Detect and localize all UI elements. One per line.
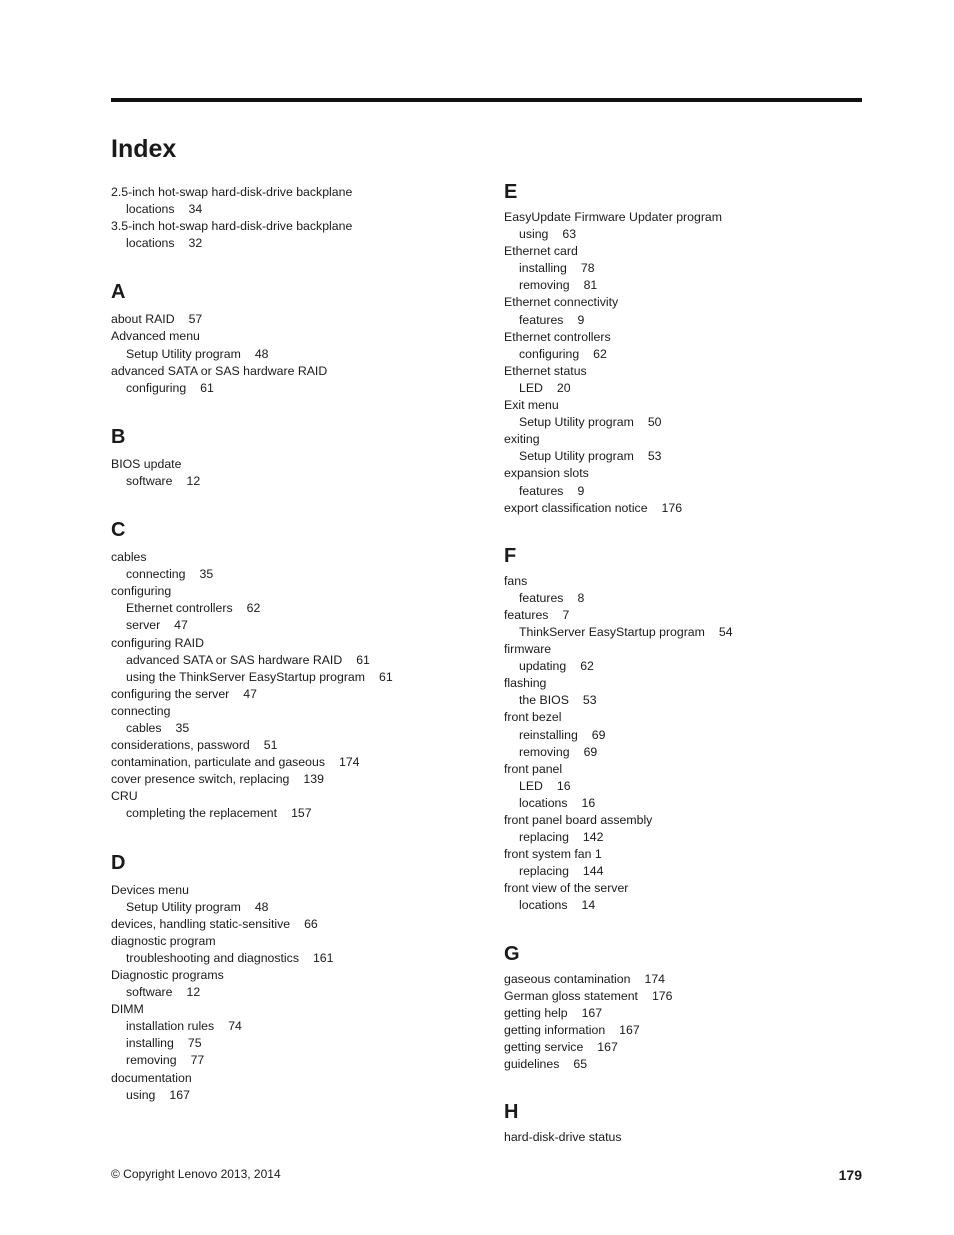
index-entry bbox=[504, 641, 864, 658]
index-entry bbox=[111, 703, 471, 720]
index-subentry bbox=[111, 899, 471, 916]
entry-page-link[interactable]: 66 bbox=[304, 916, 318, 931]
index-entry bbox=[111, 737, 471, 754]
header-rule bbox=[111, 98, 862, 102]
entry-page-link[interactable]: 8 bbox=[577, 590, 585, 605]
entry-term: exiting bbox=[504, 432, 540, 447]
entry-term: server bbox=[126, 618, 161, 633]
entry-page-link[interactable]: 32 bbox=[188, 236, 203, 251]
entry-page-link[interactable]: 16 bbox=[556, 778, 571, 793]
entry-term: removing bbox=[126, 1053, 177, 1068]
entry-term: getting help bbox=[504, 1005, 568, 1020]
entry-term: cables bbox=[111, 550, 147, 565]
entry-term: Ethernet controllers bbox=[504, 329, 611, 344]
entry-term: Ethernet controllers bbox=[126, 601, 233, 616]
index-entry bbox=[111, 771, 471, 788]
entry-page-link[interactable]: 61 bbox=[379, 669, 393, 684]
index-subentry bbox=[111, 235, 471, 252]
entry-page-link[interactable]: 77 bbox=[190, 1053, 205, 1068]
index-entry bbox=[504, 709, 864, 726]
index-subentry bbox=[504, 483, 864, 500]
entry-page-link[interactable]: 176 bbox=[661, 500, 683, 515]
index-subentry bbox=[111, 720, 471, 737]
entry-page-link[interactable]: 54 bbox=[718, 624, 733, 639]
index-entry bbox=[504, 812, 864, 829]
section-letter: E bbox=[504, 181, 518, 203]
index-entry bbox=[111, 933, 471, 950]
entry-term: hard-disk-drive status bbox=[504, 1130, 622, 1145]
entry-page-link[interactable]: 9 bbox=[577, 312, 585, 327]
index-entry bbox=[111, 184, 471, 201]
entry-page-link[interactable]: 16 bbox=[581, 795, 596, 810]
page-title: Index bbox=[111, 135, 177, 163]
entry-term: gaseous contamination bbox=[504, 971, 631, 986]
entry-term: using the ThinkServer EasyStartup program bbox=[126, 669, 365, 684]
entry-page-link[interactable]: 14 bbox=[581, 898, 596, 913]
entry-term: export classification notice bbox=[504, 500, 648, 515]
index-entry bbox=[504, 431, 864, 448]
index-entry bbox=[504, 607, 864, 624]
entry-page-link[interactable]: 174 bbox=[644, 971, 666, 986]
index-subentry bbox=[111, 1087, 471, 1104]
section-letter: H bbox=[504, 1101, 519, 1124]
entry-term: Devices menu bbox=[111, 882, 189, 897]
index-entry bbox=[111, 583, 471, 600]
index-entry bbox=[504, 1005, 864, 1022]
entry-term: installing bbox=[126, 1036, 174, 1051]
entry-page-link[interactable]: 34 bbox=[188, 202, 203, 217]
copyright-notice: © Copyright Lenovo 2013, 2014 bbox=[111, 1167, 281, 1181]
entry-term: connecting bbox=[111, 703, 171, 718]
index-entry bbox=[504, 880, 864, 897]
page-number: 179 bbox=[838, 1167, 862, 1183]
index-subentry bbox=[504, 658, 864, 675]
index-entry bbox=[504, 1056, 864, 1073]
index-subentry bbox=[111, 652, 471, 669]
entry-term: BIOS update bbox=[111, 456, 182, 471]
index-entry bbox=[504, 363, 864, 380]
index-entry bbox=[111, 967, 471, 984]
index-entry bbox=[111, 328, 471, 345]
index-section bbox=[111, 184, 471, 252]
entry-term: Ethernet connectivity bbox=[504, 295, 619, 310]
entry-term: cover presence switch, replacing bbox=[111, 772, 290, 787]
entry-term: features bbox=[519, 312, 564, 327]
entry-page-link[interactable]: 157 bbox=[291, 806, 312, 821]
entry-term: getting information bbox=[504, 1022, 606, 1037]
index-subentry bbox=[504, 778, 864, 795]
entry-term: the BIOS bbox=[519, 693, 569, 708]
index-entry bbox=[504, 243, 864, 260]
entry-term: configuring RAID bbox=[111, 635, 204, 650]
index-entry bbox=[504, 573, 864, 590]
entry-term: fans bbox=[504, 573, 528, 588]
index-subentry bbox=[504, 829, 864, 846]
index-section bbox=[504, 942, 864, 1074]
entry-term: installing bbox=[519, 261, 567, 276]
entry-term: locations bbox=[126, 236, 175, 251]
entry-page-link[interactable]: 12 bbox=[186, 473, 201, 488]
entry-term: connecting bbox=[126, 567, 186, 582]
entry-term: getting service bbox=[504, 1039, 584, 1054]
index-subentry bbox=[111, 1035, 471, 1052]
index-entry bbox=[504, 209, 864, 226]
index-subentry bbox=[504, 692, 864, 709]
index-section bbox=[111, 851, 471, 1104]
index-entry bbox=[111, 686, 471, 703]
entry-page-link[interactable]: 9 bbox=[577, 483, 585, 498]
entry-term: contamination, particulate and gaseous bbox=[111, 755, 325, 770]
section-letter: A bbox=[111, 281, 126, 304]
index-subentry bbox=[504, 727, 864, 744]
entry-page-link[interactable]: 48 bbox=[254, 899, 269, 914]
index-entry bbox=[504, 397, 864, 414]
entry-term: reinstalling bbox=[519, 727, 578, 742]
index-subentry bbox=[111, 566, 471, 583]
index-subentry bbox=[111, 950, 471, 967]
index-section bbox=[111, 518, 471, 823]
entry-term: DIMM bbox=[111, 1002, 144, 1017]
entry-page-link[interactable]: 69 bbox=[583, 744, 598, 759]
entry-term: CRU bbox=[111, 789, 138, 804]
index-subentry bbox=[111, 617, 471, 634]
index-entry bbox=[111, 916, 471, 933]
entry-term: guidelines bbox=[504, 1057, 560, 1072]
index-entry bbox=[111, 1001, 471, 1018]
index-entry bbox=[504, 465, 864, 482]
entry-page-link[interactable]: 62 bbox=[593, 346, 607, 361]
entry-term: documentation bbox=[111, 1070, 192, 1085]
index-subentry bbox=[504, 863, 864, 880]
entry-page-link[interactable]: 75 bbox=[187, 1036, 202, 1051]
entry-page-link[interactable]: 12 bbox=[186, 985, 201, 1000]
entry-page-link[interactable]: 167 bbox=[597, 1039, 618, 1054]
entry-page-link[interactable]: 62 bbox=[580, 659, 594, 674]
entry-term: configuring bbox=[519, 346, 580, 361]
index-column-left bbox=[111, 184, 471, 1104]
entry-term: front panel board assembly bbox=[504, 813, 653, 827]
index-subentry bbox=[111, 201, 471, 218]
index-entry bbox=[504, 761, 864, 778]
entry-term: diagnostic program bbox=[111, 933, 216, 948]
index-entry bbox=[111, 788, 471, 805]
entry-page-link[interactable]: 35 bbox=[199, 567, 214, 582]
entry-term: features bbox=[519, 483, 564, 498]
entry-term: using bbox=[519, 227, 549, 242]
entry-term: 3.5-inch hot-swap hard-disk-drive backplane bbox=[111, 219, 353, 234]
entry-page-link[interactable]: 144 bbox=[582, 864, 604, 879]
entry-page-link[interactable]: 53 bbox=[582, 693, 597, 708]
section-letter: F bbox=[504, 544, 517, 567]
entry-term: devices, handling static-sensitive bbox=[111, 916, 291, 931]
index-subentry bbox=[504, 744, 864, 761]
index-section bbox=[111, 425, 471, 490]
index-subentry bbox=[111, 473, 471, 490]
entry-term: updating bbox=[519, 659, 567, 674]
entry-page-link[interactable]: 167 bbox=[169, 1087, 190, 1102]
entry-term: removing bbox=[519, 278, 570, 293]
entry-term: LED bbox=[519, 380, 543, 395]
entry-page-link[interactable]: 78 bbox=[580, 261, 595, 276]
index-section bbox=[504, 544, 864, 915]
index-entry bbox=[111, 363, 471, 380]
index-entry bbox=[504, 1022, 864, 1039]
entry-page-link[interactable]: 174 bbox=[338, 755, 360, 770]
entry-term: 2.5-inch hot-swap hard-disk-drive backplane bbox=[111, 185, 353, 199]
index-entry bbox=[111, 218, 471, 235]
entry-term: configuring bbox=[126, 380, 187, 395]
entry-term: locations bbox=[519, 898, 568, 913]
index-subentry bbox=[504, 260, 864, 277]
index-entry bbox=[504, 846, 864, 863]
entry-term: advanced SATA or SAS hardware RAID bbox=[126, 652, 343, 667]
entry-term: replacing bbox=[519, 864, 569, 879]
index-subentry bbox=[111, 600, 471, 617]
index-subentry bbox=[504, 380, 864, 397]
entry-term: Setup Utility program bbox=[519, 449, 634, 464]
entry-term: German gloss statement bbox=[504, 988, 638, 1003]
index-section bbox=[111, 280, 471, 396]
entry-term: Ethernet status bbox=[504, 363, 587, 378]
index-entry bbox=[504, 294, 864, 311]
index-subentry bbox=[111, 805, 471, 822]
entry-term: Ethernet card bbox=[504, 244, 578, 259]
index-entry bbox=[111, 456, 471, 473]
entry-term: EasyUpdate Firmware Updater program bbox=[504, 210, 723, 224]
entry-term: software bbox=[126, 473, 173, 488]
entry-term: front bezel bbox=[504, 710, 562, 725]
entry-term: Setup Utility program bbox=[126, 899, 241, 914]
entry-page-link[interactable]: 53 bbox=[647, 449, 662, 464]
entry-term: using bbox=[126, 1087, 156, 1102]
entry-page-link[interactable]: 142 bbox=[582, 830, 604, 845]
entry-term: front system fan 1 bbox=[504, 847, 602, 862]
entry-page-link[interactable]: 176 bbox=[651, 988, 673, 1003]
index-entry bbox=[504, 1129, 864, 1146]
entry-term: installation rules bbox=[126, 1019, 215, 1034]
index-subentry bbox=[504, 312, 864, 329]
index-entry bbox=[504, 500, 864, 517]
section-letter: C bbox=[111, 519, 126, 542]
entry-term: cables bbox=[126, 720, 162, 735]
index-subentry bbox=[504, 346, 864, 363]
entry-page-link[interactable]: 50 bbox=[647, 415, 662, 430]
entry-term: Exit menu bbox=[504, 398, 559, 413]
entry-term: front view of the server bbox=[504, 881, 629, 896]
index-subentry bbox=[504, 448, 864, 465]
entry-term: ThinkServer EasyStartup program bbox=[519, 624, 705, 639]
entry-term: expansion slots bbox=[504, 466, 589, 481]
entry-page-link[interactable]: 167 bbox=[581, 1005, 603, 1020]
index-subentry bbox=[111, 346, 471, 363]
entry-term: about RAID bbox=[111, 312, 175, 327]
entry-page-link[interactable]: 61 bbox=[356, 652, 370, 667]
entry-page-link[interactable]: 139 bbox=[303, 772, 324, 787]
entry-term: troubleshooting and diagnostics bbox=[126, 950, 299, 965]
index-subentry bbox=[504, 897, 864, 914]
entry-term: configuring bbox=[111, 584, 172, 599]
entry-term: features bbox=[519, 590, 564, 605]
index-entry bbox=[111, 311, 471, 328]
section-letter: G bbox=[504, 942, 520, 965]
entry-page-link[interactable]: 47 bbox=[243, 686, 257, 701]
entry-page-link[interactable]: 81 bbox=[583, 278, 598, 293]
entry-page-link[interactable]: 7 bbox=[562, 607, 570, 622]
entry-page-link[interactable]: 47 bbox=[174, 618, 188, 633]
section-letter: D bbox=[111, 851, 126, 874]
entry-page-link[interactable]: 61 bbox=[200, 380, 214, 395]
entry-term: features bbox=[504, 607, 549, 622]
index-entry bbox=[111, 882, 471, 899]
entry-term: locations bbox=[126, 202, 175, 217]
entry-term: LED bbox=[519, 778, 543, 793]
index-entry bbox=[111, 635, 471, 652]
entry-term: considerations, password bbox=[111, 738, 250, 753]
index-entry bbox=[504, 675, 864, 692]
entry-page-link[interactable]: 62 bbox=[246, 601, 261, 616]
entry-page-link[interactable]: 51 bbox=[263, 738, 278, 753]
index-column-right bbox=[504, 180, 864, 1146]
entry-term: configuring the server bbox=[111, 686, 230, 701]
entry-page-link[interactable]: 74 bbox=[228, 1019, 242, 1034]
entry-page-link[interactable]: 35 bbox=[175, 720, 190, 735]
entry-page-link[interactable]: 57 bbox=[188, 312, 203, 327]
index-entry bbox=[111, 754, 471, 771]
index-subentry bbox=[504, 414, 864, 431]
entry-term: flashing bbox=[504, 676, 547, 691]
index-subentry bbox=[111, 1052, 471, 1069]
entry-page-link[interactable]: 20 bbox=[556, 380, 571, 395]
entry-term: Diagnostic programs bbox=[111, 968, 224, 982]
section-letter: B bbox=[111, 425, 126, 448]
entry-page-link[interactable]: 161 bbox=[312, 950, 334, 965]
entry-term: firmware bbox=[504, 642, 552, 657]
entry-term: replacing bbox=[519, 830, 569, 845]
entry-term: Advanced menu bbox=[111, 329, 200, 344]
index-entry bbox=[504, 1039, 864, 1056]
entry-page-link[interactable]: 48 bbox=[254, 346, 269, 361]
entry-term: Setup Utility program bbox=[126, 346, 241, 361]
index-section bbox=[504, 180, 864, 517]
entry-term: removing bbox=[519, 744, 570, 759]
entry-term: front panel bbox=[504, 761, 563, 776]
index-subentry bbox=[504, 590, 864, 607]
entry-page-link[interactable]: 167 bbox=[619, 1022, 640, 1037]
index-section bbox=[504, 1100, 864, 1146]
index-subentry bbox=[111, 380, 471, 397]
index-entry bbox=[504, 988, 864, 1005]
index-entry bbox=[111, 549, 471, 566]
index-entry bbox=[504, 971, 864, 988]
index-entry bbox=[504, 329, 864, 346]
index-entry bbox=[111, 1070, 471, 1087]
entry-page-link[interactable]: 65 bbox=[573, 1057, 588, 1072]
index-subentry bbox=[111, 984, 471, 1001]
index-subentry bbox=[504, 795, 864, 812]
entry-page-link[interactable]: 63 bbox=[562, 227, 577, 242]
entry-term: locations bbox=[519, 795, 568, 810]
entry-page-link[interactable]: 69 bbox=[591, 727, 606, 742]
index-subentry bbox=[504, 624, 864, 641]
index-subentry bbox=[504, 226, 864, 243]
entry-term: software bbox=[126, 985, 173, 1000]
entry-term: advanced SATA or SAS hardware RAID bbox=[111, 363, 328, 378]
entry-term: completing the replacement bbox=[126, 806, 278, 821]
index-subentry bbox=[111, 1018, 471, 1035]
index-subentry bbox=[111, 669, 471, 686]
entry-term: Setup Utility program bbox=[519, 415, 634, 430]
index-subentry bbox=[504, 277, 864, 294]
